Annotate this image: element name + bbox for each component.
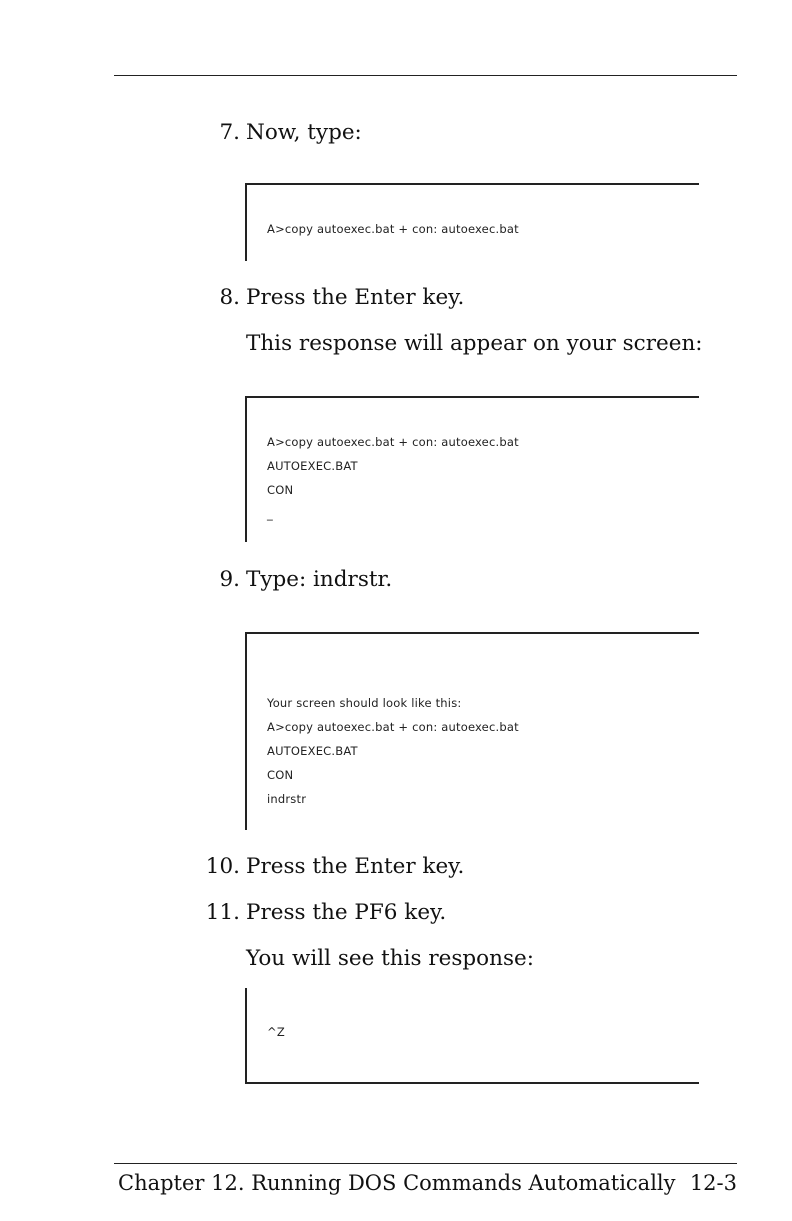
page-number: 12-3 — [689, 1171, 737, 1195]
step-8 — [219, 285, 465, 311]
screen-box-1 — [245, 183, 699, 261]
screen-line: ^Z — [267, 1025, 285, 1039]
see-response: You will see this response: — [246, 946, 534, 971]
step-number: 9. — [219, 567, 240, 592]
step-9 — [219, 567, 393, 593]
step-text: Type: indrstr. — [246, 567, 393, 592]
response-intro: This response will appear on your screen: — [246, 331, 703, 356]
top-rule — [114, 75, 737, 76]
chapter-title: Chapter 12. Running DOS Commands Automatically — [118, 1171, 676, 1195]
screen-line: A>copy autoexec.bat + con: autoexec.bat — [267, 435, 519, 449]
step-number: 8. — [219, 285, 240, 310]
screen-line: AUTOEXEC.BAT — [267, 744, 358, 758]
cursor: _ — [267, 507, 273, 521]
step-number: 11. — [205, 900, 240, 925]
screen-box-4 — [245, 988, 699, 1084]
screen-line: A>copy autoexec.bat + con: autoexec.bat — [267, 222, 519, 236]
step-text: Press the Enter key. — [246, 285, 465, 310]
screen-box-3 — [245, 632, 699, 830]
step-text: Now, type: — [246, 120, 362, 145]
step-text: Press the Enter key. — [246, 854, 465, 879]
screen-line: Your screen should look like this: — [267, 696, 462, 710]
screen-line: AUTOEXEC.BAT — [267, 459, 358, 473]
step-number: 10. — [205, 854, 240, 879]
step-text: Press the PF6 key. — [246, 900, 447, 925]
bottom-rule — [114, 1163, 737, 1164]
step-number: 7. — [219, 120, 240, 145]
step-11 — [205, 900, 447, 926]
screen-box-2 — [245, 396, 699, 542]
screen-line: CON — [267, 768, 294, 782]
screen-line: CON — [267, 483, 294, 497]
screen-line: indrstr — [267, 792, 307, 806]
step-7 — [219, 120, 362, 146]
step-10 — [205, 854, 465, 880]
screen-line: A>copy autoexec.bat + con: autoexec.bat — [267, 720, 519, 734]
